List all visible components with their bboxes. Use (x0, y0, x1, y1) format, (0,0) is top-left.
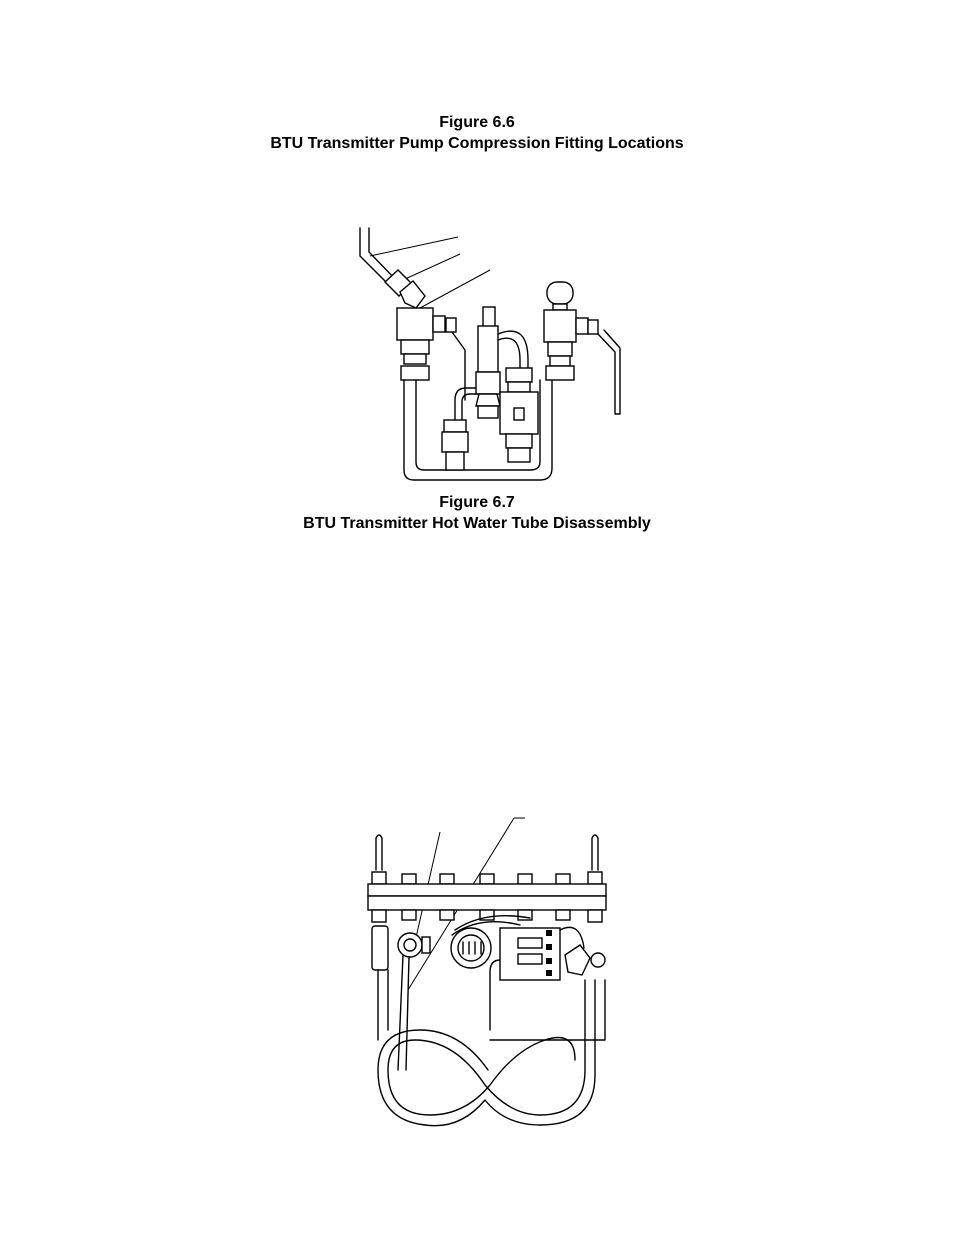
bottom-bolt-row (372, 910, 602, 922)
tube-left-leg (378, 970, 388, 1040)
terminal-block (518, 938, 542, 948)
right-sensor-cap (591, 953, 605, 967)
upper-flange (368, 884, 606, 896)
terminal-block (518, 954, 542, 964)
hot-water-coil-inner (378, 980, 595, 1126)
terminal-screw (546, 958, 552, 964)
coil-riser (490, 960, 500, 1030)
hot-water-coil-outer (388, 980, 585, 1115)
right-lifting-post (592, 835, 598, 870)
figure-number: Figure 6.6 (439, 114, 515, 131)
terminal-screw (546, 944, 552, 950)
right-valve-knob (565, 945, 590, 975)
sensor-nut (422, 937, 430, 953)
left-lifting-post (376, 835, 382, 870)
left-hex-fitting (372, 926, 388, 970)
lower-flange (368, 896, 606, 910)
figure-number: Figure 6.7 (439, 494, 515, 511)
sensor-fitting-core (404, 939, 416, 951)
figure-title: BTU Transmitter Hot Water Tube Disassembly (303, 515, 651, 532)
figure-title: BTU Transmitter Pump Compression Fitting Locations (270, 135, 684, 152)
center-connector-inner (458, 935, 484, 961)
sensor-probe (398, 955, 409, 1070)
terminal-screw (546, 970, 552, 976)
coil-return-line (490, 980, 605, 1040)
terminal-screw (546, 930, 552, 936)
top-bolt-row (372, 872, 602, 884)
